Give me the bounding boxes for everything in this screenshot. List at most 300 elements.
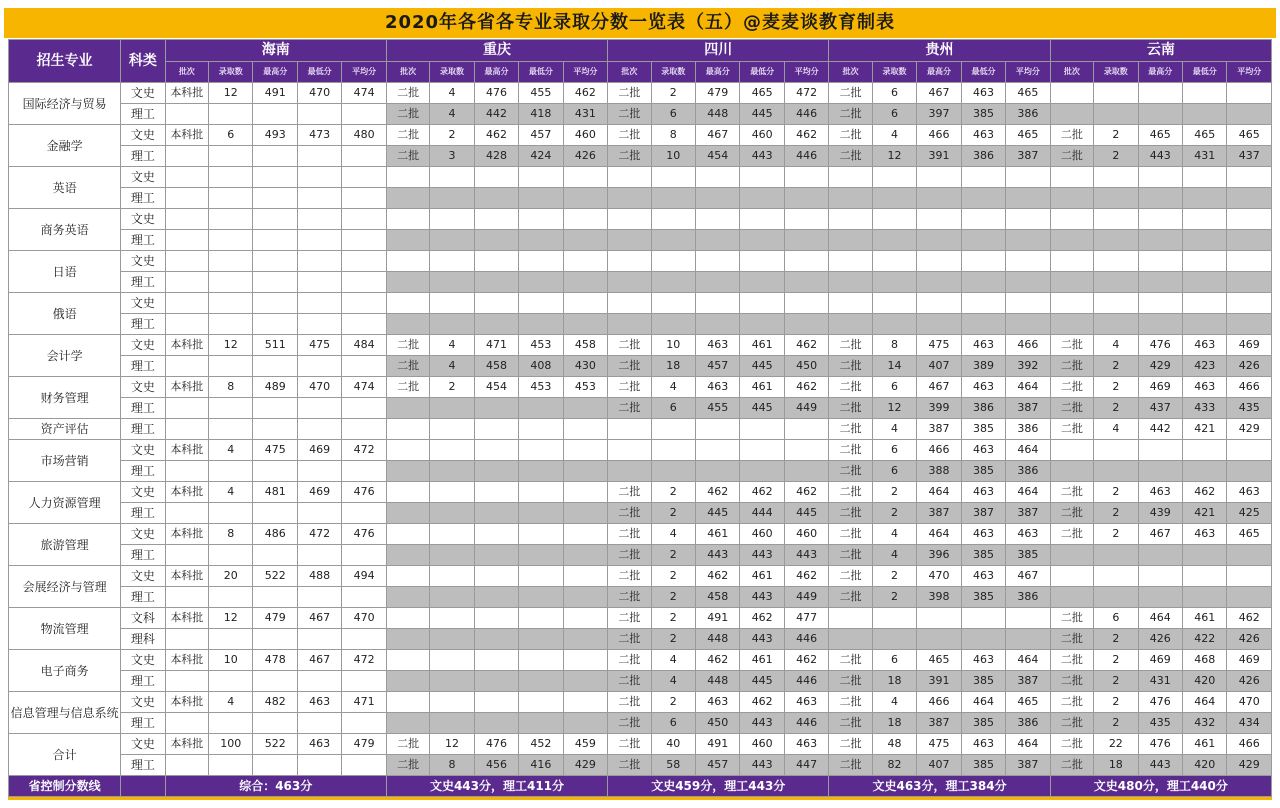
score-cell: [386, 671, 429, 692]
score-cell: 2: [1094, 146, 1138, 167]
score-cell: [740, 167, 784, 188]
score-cell: 476: [474, 83, 518, 104]
score-cell: 二批: [829, 104, 872, 125]
major-name: 人力资源管理: [9, 482, 121, 524]
score-cell: 463: [297, 692, 341, 713]
score-cell: 469: [1138, 650, 1182, 671]
score-cell: [740, 251, 784, 272]
score-cell: 431: [1183, 146, 1227, 167]
score-cell: 二批: [829, 713, 872, 734]
score-cell: [1050, 167, 1093, 188]
score-cell: [209, 419, 253, 440]
subject-type: 文史: [121, 293, 165, 314]
score-cell: [872, 230, 916, 251]
score-cell: [1227, 314, 1272, 335]
score-cell: [430, 251, 474, 272]
score-cell: [519, 608, 563, 629]
score-cell: 429: [563, 755, 607, 776]
subject-type: 文史: [121, 440, 165, 461]
score-cell: 397: [917, 104, 961, 125]
score-cell: [253, 146, 297, 167]
score-cell: [1050, 440, 1093, 461]
score-cell: [696, 188, 740, 209]
score-cell: [342, 230, 386, 251]
score-cell: 二批: [1050, 650, 1093, 671]
subject-type: 文史: [121, 482, 165, 503]
score-cell: 416: [519, 755, 563, 776]
score-cell: 461: [740, 377, 784, 398]
score-cell: [474, 167, 518, 188]
score-cell: 446: [784, 629, 828, 650]
score-cell: [608, 188, 651, 209]
score-cell: [563, 629, 607, 650]
score-cell: [165, 146, 208, 167]
score-cell: [563, 440, 607, 461]
score-cell: [165, 398, 208, 419]
score-cell: 464: [1138, 608, 1182, 629]
score-cell: [872, 629, 916, 650]
score-cell: 386: [1006, 461, 1050, 482]
score-cell: [696, 314, 740, 335]
subject-type: 文史: [121, 734, 165, 755]
score-cell: [474, 419, 518, 440]
score-cell: [696, 461, 740, 482]
score-cell: 476: [342, 482, 386, 503]
score-cell: [1227, 566, 1272, 587]
score-cell: 467: [297, 650, 341, 671]
score-cell: 391: [917, 671, 961, 692]
score-cell: [1094, 587, 1138, 608]
score-cell: 12: [872, 146, 916, 167]
subject-type: 理工: [121, 104, 165, 125]
score-cell: 2: [430, 377, 474, 398]
score-cell: 443: [740, 755, 784, 776]
header-subcol: 最高分: [696, 61, 740, 83]
score-cell: 461: [1183, 734, 1227, 755]
score-cell: [829, 251, 872, 272]
score-cell: 二批: [829, 419, 872, 440]
score-cell: [1006, 629, 1050, 650]
score-cell: [563, 419, 607, 440]
subject-type: 文科: [121, 608, 165, 629]
header-province: 海南: [165, 40, 386, 62]
score-cell: 476: [1138, 734, 1182, 755]
header-subcol: 最低分: [297, 61, 341, 83]
score-cell: [1227, 104, 1272, 125]
header-province: 四川: [608, 40, 829, 62]
score-cell: 386: [1006, 104, 1050, 125]
score-cell: [1006, 272, 1050, 293]
score-cell: [1094, 566, 1138, 587]
score-cell: [253, 671, 297, 692]
score-cell: 435: [1138, 713, 1182, 734]
score-cell: [1138, 188, 1182, 209]
score-cell: [253, 461, 297, 482]
score-cell: [474, 629, 518, 650]
score-cell: [342, 272, 386, 293]
score-cell: [1227, 230, 1272, 251]
score-cell: 463: [961, 566, 1005, 587]
score-cell: [386, 230, 429, 251]
score-cell: 460: [740, 125, 784, 146]
score-cell: [430, 671, 474, 692]
subject-type: 文史: [121, 377, 165, 398]
score-cell: 421: [1183, 503, 1227, 524]
header-subcol: 最高分: [474, 61, 518, 83]
score-cell: 453: [563, 377, 607, 398]
score-cell: 431: [1138, 671, 1182, 692]
score-cell: [1227, 440, 1272, 461]
table-row: [9, 125, 1272, 146]
score-cell: 463: [1138, 482, 1182, 503]
footer-blank: [121, 776, 165, 797]
score-cell: 463: [961, 125, 1005, 146]
score-cell: [608, 440, 651, 461]
score-cell: [651, 272, 695, 293]
score-cell: [563, 713, 607, 734]
score-cell: 462: [784, 377, 828, 398]
score-cell: 431: [563, 104, 607, 125]
subject-type: 理工: [121, 314, 165, 335]
score-cell: 479: [342, 734, 386, 755]
score-cell: 462: [563, 83, 607, 104]
score-cell: 460: [784, 524, 828, 545]
score-cell: 2: [651, 566, 695, 587]
score-cell: [342, 209, 386, 230]
score-cell: 二批: [1050, 125, 1093, 146]
score-cell: 本科批: [165, 608, 208, 629]
score-cell: 453: [519, 335, 563, 356]
score-cell: 422: [1183, 629, 1227, 650]
score-cell: 本科批: [165, 692, 208, 713]
score-cell: 463: [1227, 482, 1272, 503]
score-cell: 457: [696, 356, 740, 377]
score-cell: 18: [651, 356, 695, 377]
score-cell: [165, 419, 208, 440]
score-cell: 466: [917, 440, 961, 461]
score-cell: 434: [1227, 713, 1272, 734]
score-cell: 二批: [829, 146, 872, 167]
score-cell: [1183, 566, 1227, 587]
table-row: [9, 713, 1272, 734]
score-cell: [474, 230, 518, 251]
score-cell: [474, 671, 518, 692]
score-cell: [342, 671, 386, 692]
header-subcol: 录取数: [1094, 61, 1138, 83]
score-cell: 二批: [608, 650, 651, 671]
score-cell: 18: [1094, 755, 1138, 776]
score-cell: 本科批: [165, 650, 208, 671]
score-cell: [872, 209, 916, 230]
score-cell: [872, 608, 916, 629]
score-cell: 476: [1138, 692, 1182, 713]
score-cell: [608, 209, 651, 230]
score-cell: 二批: [386, 335, 429, 356]
score-cell: [430, 545, 474, 566]
score-cell: 463: [696, 377, 740, 398]
score-cell: [563, 167, 607, 188]
score-cell: [209, 629, 253, 650]
subject-type: 文史: [121, 335, 165, 356]
score-cell: [430, 650, 474, 671]
score-cell: 2: [872, 566, 916, 587]
score-cell: [1227, 209, 1272, 230]
header-province: 重庆: [386, 40, 607, 62]
score-cell: [209, 398, 253, 419]
score-cell: [1183, 230, 1227, 251]
score-cell: 465: [1006, 692, 1050, 713]
major-name: 旅游管理: [9, 524, 121, 566]
score-cell: 469: [1227, 335, 1272, 356]
score-cell: [961, 272, 1005, 293]
score-cell: [651, 293, 695, 314]
score-cell: [1050, 251, 1093, 272]
major-name: 财务管理: [9, 377, 121, 419]
subject-type: 理工: [121, 146, 165, 167]
header-subcol: 批次: [1050, 61, 1093, 83]
score-cell: [608, 293, 651, 314]
score-cell: [297, 167, 341, 188]
score-cell: [1227, 167, 1272, 188]
score-cell: 448: [696, 671, 740, 692]
score-cell: 461: [696, 524, 740, 545]
score-cell: 二批: [1050, 755, 1093, 776]
score-cell: 445: [740, 104, 784, 125]
score-cell: [1183, 440, 1227, 461]
score-cell: 389: [961, 356, 1005, 377]
score-cell: 二批: [608, 83, 651, 104]
score-cell: 450: [696, 713, 740, 734]
score-cell: [696, 419, 740, 440]
score-cell: [563, 251, 607, 272]
score-cell: 493: [253, 125, 297, 146]
score-cell: [1227, 188, 1272, 209]
score-cell: [563, 524, 607, 545]
score-cell: 454: [474, 377, 518, 398]
score-cell: [784, 314, 828, 335]
score-cell: 2: [1094, 503, 1138, 524]
score-cell: [1227, 461, 1272, 482]
score-cell: [386, 482, 429, 503]
score-cell: 462: [740, 482, 784, 503]
subject-type: 文史: [121, 125, 165, 146]
score-cell: [519, 503, 563, 524]
score-cell: 426: [1227, 671, 1272, 692]
score-cell: [209, 461, 253, 482]
score-cell: 10: [651, 146, 695, 167]
score-cell: [297, 461, 341, 482]
header-subcol: 批次: [165, 61, 208, 83]
header-subcol: 最高分: [1138, 61, 1182, 83]
score-cell: 20: [209, 566, 253, 587]
score-cell: [253, 230, 297, 251]
score-cell: 426: [1227, 629, 1272, 650]
score-cell: 466: [917, 125, 961, 146]
score-cell: 426: [563, 146, 607, 167]
score-cell: 4: [872, 125, 916, 146]
page-title: 2020年各省各专业录取分数一览表（五）@麦麦谈教育制表: [4, 8, 1276, 38]
score-cell: [386, 692, 429, 713]
score-cell: [608, 461, 651, 482]
score-cell: 466: [917, 692, 961, 713]
score-cell: 465: [1006, 125, 1050, 146]
subject-type: 文史: [121, 524, 165, 545]
score-cell: 449: [784, 398, 828, 419]
score-cell: 472: [342, 440, 386, 461]
score-cell: [253, 314, 297, 335]
score-cell: [608, 167, 651, 188]
score-cell: 二批: [829, 503, 872, 524]
score-cell: 465: [1138, 125, 1182, 146]
score-cell: 433: [1183, 398, 1227, 419]
score-cell: [519, 587, 563, 608]
score-cell: [1050, 461, 1093, 482]
score-cell: 454: [696, 146, 740, 167]
score-cell: [297, 755, 341, 776]
score-cell: [519, 272, 563, 293]
score-cell: [1094, 440, 1138, 461]
table-row: [9, 167, 1272, 188]
score-cell: 4: [430, 83, 474, 104]
score-cell: [1138, 440, 1182, 461]
table-row: [9, 188, 1272, 209]
score-cell: 442: [474, 104, 518, 125]
score-cell: [1050, 209, 1093, 230]
score-cell: [474, 608, 518, 629]
score-cell: [474, 692, 518, 713]
score-cell: 450: [784, 356, 828, 377]
score-cell: 387: [1006, 755, 1050, 776]
table-row: [9, 503, 1272, 524]
header-subcol: 最低分: [961, 61, 1005, 83]
score-cell: 463: [961, 524, 1005, 545]
score-cell: 二批: [608, 755, 651, 776]
table-row: [9, 209, 1272, 230]
score-cell: [430, 209, 474, 230]
score-cell: 385: [961, 671, 1005, 692]
score-cell: 470: [917, 566, 961, 587]
footer-value: 文史443分，理工411分: [386, 776, 607, 797]
score-cell: [784, 209, 828, 230]
score-cell: 467: [917, 83, 961, 104]
score-cell: 二批: [386, 755, 429, 776]
major-name: 资产评估: [9, 419, 121, 440]
footer-value: 文史480分，理工440分: [1050, 776, 1271, 797]
score-cell: [872, 251, 916, 272]
score-cell: [651, 419, 695, 440]
score-cell: [1094, 272, 1138, 293]
score-cell: 457: [696, 755, 740, 776]
score-cell: [1183, 272, 1227, 293]
header-subrow: [9, 61, 1272, 83]
score-cell: 二批: [829, 398, 872, 419]
score-cell: 6: [872, 377, 916, 398]
score-cell: 4: [430, 356, 474, 377]
score-cell: 本科批: [165, 524, 208, 545]
score-cell: [829, 167, 872, 188]
score-cell: 462: [784, 482, 828, 503]
score-cell: 453: [519, 377, 563, 398]
score-cell: 465: [1227, 524, 1272, 545]
score-cell: 458: [696, 587, 740, 608]
score-cell: 386: [1006, 713, 1050, 734]
score-cell: [209, 755, 253, 776]
header-subcol: 最低分: [740, 61, 784, 83]
score-cell: [165, 251, 208, 272]
score-cell: 二批: [829, 545, 872, 566]
header-subcol: 平均分: [563, 61, 607, 83]
score-cell: 385: [961, 545, 1005, 566]
score-cell: [917, 293, 961, 314]
score-cell: 2: [430, 125, 474, 146]
score-cell: [608, 314, 651, 335]
score-cell: 二批: [608, 629, 651, 650]
score-cell: [1050, 104, 1093, 125]
footer-label: 省控制分数线: [9, 776, 121, 797]
bottom-divider: [8, 797, 1272, 800]
score-cell: [872, 314, 916, 335]
score-cell: [209, 545, 253, 566]
score-cell: 二批: [829, 125, 872, 146]
score-cell: 464: [917, 482, 961, 503]
table-row: [9, 734, 1272, 755]
score-cell: 二批: [1050, 335, 1093, 356]
subject-type: 文史: [121, 251, 165, 272]
score-cell: [519, 461, 563, 482]
score-cell: [961, 167, 1005, 188]
score-cell: [961, 293, 1005, 314]
major-name: 物流管理: [9, 608, 121, 650]
header-subcol: 最高分: [917, 61, 961, 83]
score-cell: [1050, 230, 1093, 251]
score-cell: 484: [342, 335, 386, 356]
score-cell: [563, 545, 607, 566]
score-cell: [165, 293, 208, 314]
score-cell: 470: [297, 377, 341, 398]
score-cell: 467: [696, 125, 740, 146]
score-cell: 465: [1227, 125, 1272, 146]
score-cell: [342, 755, 386, 776]
subject-type: 理工: [121, 671, 165, 692]
score-cell: 391: [917, 146, 961, 167]
score-cell: [342, 188, 386, 209]
score-cell: 420: [1183, 671, 1227, 692]
score-cell: 二批: [829, 482, 872, 503]
major-name: 电子商务: [9, 650, 121, 692]
major-name: 商务英语: [9, 209, 121, 251]
score-cell: [651, 230, 695, 251]
score-cell: 463: [696, 692, 740, 713]
score-cell: 二批: [829, 671, 872, 692]
score-cell: 443: [740, 545, 784, 566]
score-cell: [474, 251, 518, 272]
score-cell: [917, 272, 961, 293]
score-cell: 2: [651, 503, 695, 524]
score-cell: [342, 167, 386, 188]
score-cell: [696, 440, 740, 461]
score-cell: [165, 230, 208, 251]
subject-type: 文史: [121, 566, 165, 587]
score-cell: 462: [740, 692, 784, 713]
score-cell: [696, 251, 740, 272]
score-cell: [1006, 230, 1050, 251]
score-cell: 2: [1094, 398, 1138, 419]
table-row: [9, 587, 1272, 608]
score-cell: 478: [253, 650, 297, 671]
table-row: [9, 398, 1272, 419]
score-cell: [165, 209, 208, 230]
table-row: [9, 272, 1272, 293]
